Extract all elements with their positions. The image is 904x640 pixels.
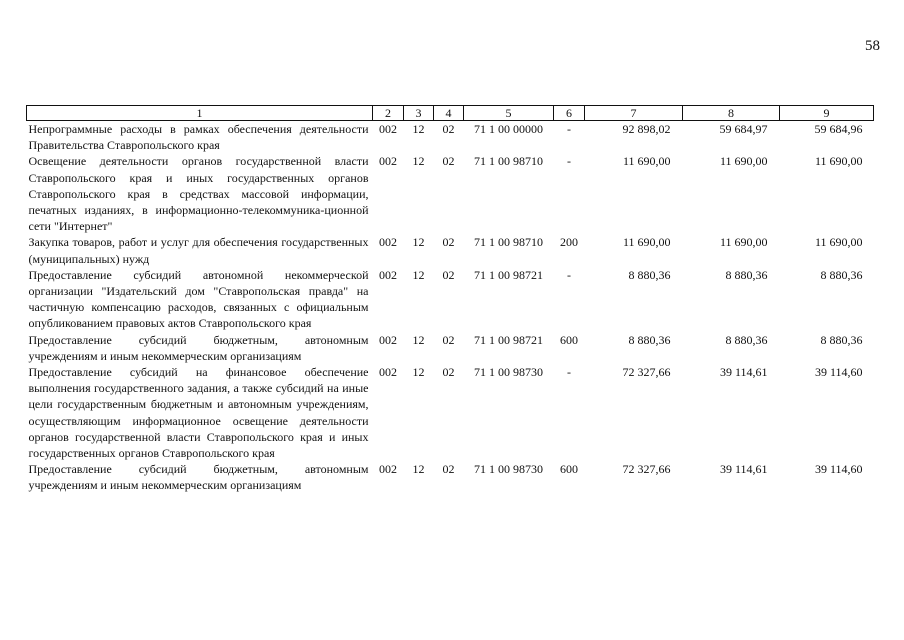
- ministry-code: 002: [379, 332, 397, 347]
- ministry-code: 002: [379, 267, 397, 282]
- target-article-code: 71 1 00 98721: [474, 267, 543, 282]
- expense-type-code: 200: [560, 235, 578, 250]
- amount-column-7: 8 880,36: [628, 267, 671, 282]
- amount-column-8: 8 880,36: [725, 267, 768, 282]
- amount-column-9: 11 690,00: [814, 154, 863, 169]
- target-article-code: 71 1 00 98710: [474, 235, 543, 250]
- ministry-code: 002: [379, 365, 397, 380]
- section-code: 12: [412, 462, 425, 477]
- expense-name: Предоставление субсидий бюджетным, автономным учреждениям и иным некоммерческим организациям: [28, 462, 369, 493]
- amount-column-9: 39 114,60: [814, 462, 863, 477]
- table-row: [27, 153, 874, 234]
- header-cell-6: 6: [554, 106, 585, 121]
- target-article-code: 71 1 00 98710: [474, 154, 543, 169]
- amount-column-9: 59 684,96: [814, 122, 863, 136]
- header-cell-3: 3: [404, 106, 434, 121]
- expense-type-code: 600: [560, 332, 578, 347]
- page-number: 58: [865, 38, 880, 54]
- amount-column-8: 11 690,00: [719, 235, 768, 250]
- expense-name: Непрограммные расходы в рамках обеспечения деятельности Правительства Ставропольского края: [28, 122, 369, 153]
- amount-column-8: 8 880,36: [725, 332, 768, 347]
- expense-name: Предоставление субсидий на финансовое обеспечение выполнения государственного задания, а также субсидий на иные цели государственным бюджетным и автономным учреждениям, осуществляющим информационное освещение деятельности органов государственной власти Ставропольского края и иных государственных органов Ставропольского края: [28, 365, 369, 461]
- section-code: 12: [412, 365, 425, 380]
- expense-name: Освещение деятельности органов государственной власти Ставропольского края и иных государственных органов Ставропольского края в средствах массовой информации, печатных изданиях, в информационно-телекоммуника-ционной сети "Интернет": [28, 154, 369, 234]
- table-row: [27, 121, 874, 154]
- ministry-code: 002: [379, 122, 397, 136]
- section-code: 12: [412, 122, 425, 136]
- ministry-code: 002: [379, 154, 397, 169]
- expense-name: Предоставление субсидий бюджетным, автономным учреждениям и иным некоммерческим организациям: [28, 332, 369, 363]
- amount-column-7: 8 880,36: [628, 332, 671, 347]
- table-row: [27, 364, 874, 461]
- section-code: 12: [412, 332, 425, 347]
- expense-type-code: -: [567, 267, 571, 282]
- subsection-code: 02: [442, 365, 455, 380]
- target-article-code: 71 1 00 98721: [474, 332, 543, 347]
- amount-column-7: 11 690,00: [622, 154, 671, 169]
- subsection-code: 02: [442, 122, 455, 136]
- amount-column-7: 72 327,66: [622, 462, 671, 477]
- expense-name: Предоставление субсидий автономной некоммерческой организации "Издательский дом "Ставропольская правда" на частичную компенсацию расходов, связанных с официальным опубликованием правовых актов Ставропольского края: [28, 267, 369, 331]
- amount-column-8: 39 114,61: [719, 365, 768, 380]
- subsection-code: 02: [442, 267, 455, 282]
- amount-column-9: 11 690,00: [814, 235, 863, 250]
- subsection-code: 02: [442, 154, 455, 169]
- header-cell-2: 2: [373, 106, 404, 121]
- header-cell-5: 5: [464, 106, 554, 121]
- header-cell-7: 7: [585, 106, 683, 121]
- amount-column-7: 72 327,66: [622, 365, 671, 380]
- amount-column-7: 11 690,00: [622, 235, 671, 250]
- expense-type-code: -: [567, 365, 571, 380]
- table-row: [27, 234, 874, 266]
- table-row: [27, 267, 874, 332]
- header-cell-9: 9: [780, 106, 874, 121]
- target-article-code: 71 1 00 98730: [474, 462, 543, 477]
- amount-column-7: 92 898,02: [622, 122, 671, 136]
- target-article-code: 71 1 00 00000: [474, 122, 543, 136]
- header-cell-8: 8: [683, 106, 780, 121]
- amount-column-8: 11 690,00: [719, 154, 768, 169]
- header-cell-4: 4: [434, 106, 464, 121]
- expense-type-code: -: [567, 122, 571, 136]
- amount-column-8: 59 684,97: [719, 122, 768, 136]
- section-code: 12: [412, 267, 425, 282]
- table-row: [27, 332, 874, 364]
- header-cell-1: 1: [27, 106, 373, 121]
- expense-type-code: 600: [560, 462, 578, 477]
- ministry-code: 002: [379, 235, 397, 250]
- ministry-code: 002: [379, 462, 397, 477]
- table-row: [27, 461, 874, 493]
- budget-table: [26, 105, 874, 494]
- table-header-row: [27, 106, 874, 121]
- expense-name: Закупка товаров, работ и услуг для обеспечения государственных (муниципальных) нужд: [28, 235, 369, 266]
- section-code: 12: [412, 154, 425, 169]
- amount-column-8: 39 114,61: [719, 462, 768, 477]
- amount-column-9: 39 114,60: [814, 365, 863, 380]
- target-article-code: 71 1 00 98730: [474, 365, 543, 380]
- subsection-code: 02: [442, 235, 455, 250]
- section-code: 12: [412, 235, 425, 250]
- amount-column-9: 8 880,36: [820, 332, 863, 347]
- amount-column-9: 8 880,36: [820, 267, 863, 282]
- subsection-code: 02: [442, 462, 455, 477]
- subsection-code: 02: [442, 332, 455, 347]
- expense-type-code: -: [567, 154, 571, 169]
